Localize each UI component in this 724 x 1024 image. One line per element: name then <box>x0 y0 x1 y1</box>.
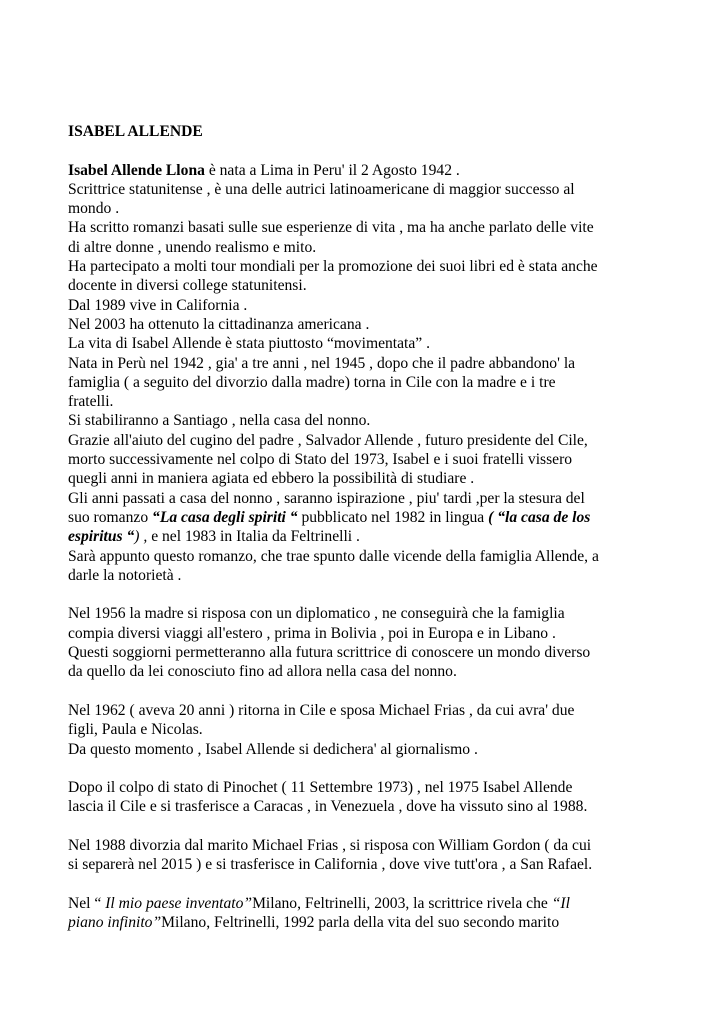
paragraph-biography <box>68 161 668 586</box>
document-body <box>68 122 668 952</box>
author-full-name: Isabel Allende Llona <box>68 161 205 179</box>
text-line: Nel 2003 ha ottenuto la cittadinanza americana . <box>68 315 370 333</box>
text-line: Sarà appunto questo romanzo, che trae spunto dalle vicende della famiglia Allende, a <box>68 547 599 565</box>
text-line: lascia il Cile e si trasferisce a Caracas , in Venezuela , dove ha vissuto sino al 1988. <box>68 798 588 816</box>
text-line: espiritus “) , e nel 1983 in Italia da Feltrinelli . <box>68 528 360 546</box>
paragraph-exile <box>68 778 668 817</box>
text-line: Nel “ Il mio paese inventato”Milano, Feltrinelli, 2003, la scrittrice rivela che “Il <box>68 894 570 912</box>
text-line: Si stabiliranno a Santiago , nella casa del nonno. <box>68 412 371 430</box>
book-title-mio-paese: Il mio paese inventato” <box>105 894 253 912</box>
text-line: si separerà nel 2015 ) e si trasferisce in California , dove vive tutt'ora , a San Rafael. <box>68 856 593 874</box>
text-line: quegli anni in maniera agiata ed ebbero la possibilità di studiare . <box>68 470 475 488</box>
text-line: Gli anni passati a casa del nonno , saranno ispirazione , piu' tardi ,per la stesura del <box>68 489 585 507</box>
text-line: piano infinito”Milano, Feltrinelli, 1992 parla della vita del suo secondo marito <box>68 914 560 932</box>
book-title-piano-infinito-end: piano infinito” <box>68 914 162 932</box>
text-line: Grazie all'aiuto del cugino del padre , Salvador Allende , futuro presidente del Cile, <box>68 431 588 449</box>
text-line: docente in diversi college statunitensi. <box>68 277 307 295</box>
text-line: Da questo momento , Isabel Allende si dedichera' al giornalismo . <box>68 740 478 758</box>
book-title-italian: “La casa degli spiriti “ <box>152 508 298 526</box>
text-line: Nata in Perù nel 1942 , gia' a tre anni , nel 1945 , dopo che il padre abbandono' la <box>68 354 576 372</box>
text-line: fratelli. <box>68 393 114 411</box>
text-line: La vita di Isabel Allende è stata piuttosto “movimentata” . <box>68 335 431 353</box>
text-line: Scrittrice statunitense , è una delle autrici latinoamericane di maggior successo al <box>68 180 575 198</box>
text-line: Ha scritto romanzi basati sulle sue esperienze di vita , ma ha anche parlato delle vite <box>68 219 594 237</box>
text-line: Dal 1989 vive in California . <box>68 296 248 314</box>
document-title: ISABEL ALLENDE <box>68 123 203 140</box>
text-line: suo romanzo “La casa degli spiriti “ pubblicato nel 1982 in lingua ( “la casa de los <box>68 508 591 526</box>
text-line: compia diversi viaggi all'estero , prima in Bolivia , poi in Europa e in Libano . <box>68 624 556 642</box>
text-line: figli, Paula e Nicolas. <box>68 721 203 739</box>
text-line: da quello da lei conosciuto fino ad allora nella casa del nonno. <box>68 663 457 681</box>
paragraph-books <box>68 894 668 933</box>
paragraph-travels <box>68 604 668 681</box>
text-line: Dopo il colpo di stato di Pinochet ( 11 Settembre 1973) , nel 1975 Isabel Allende <box>68 779 573 797</box>
text-line: Ha partecipato a molti tour mondiali per la promozione dei suoi libri ed è stata anche <box>68 258 598 276</box>
book-title-spanish-end: espiritus “ <box>68 528 135 546</box>
paragraph-divorce <box>68 836 668 875</box>
text-line: famiglia ( a seguito del divorzio dalla madre) torna in Cile con la madre e i tre <box>68 373 556 391</box>
paragraph-marriage <box>68 701 668 759</box>
text-line: Nel 1962 ( aveva 20 anni ) ritorna in Cile e sposa Michael Frias , da cui avra' due <box>68 701 575 719</box>
text-line: morto successivamente nel colpo di Stato del 1973, Isabel e i suoi fratelli vissero <box>68 451 573 469</box>
text-line: Nel 1956 la madre si risposa con un diplomatico , ne conseguirà che la famiglia <box>68 605 565 623</box>
book-title-spanish: “la casa de los <box>497 508 591 526</box>
text-line: mondo . <box>68 200 120 218</box>
text-line: darle la notorietà . <box>68 566 182 584</box>
text-line: di altre donne , unendo realismo e mito. <box>68 238 317 256</box>
text-line: Questi soggiorni permetteranno alla futura scrittrice di conoscere un mondo diverso <box>68 644 591 662</box>
text-line: Isabel Allende Llona è nata a Lima in Peru' il 2 Agosto 1942 . <box>68 161 460 179</box>
text-line: Nel 1988 divorzia dal marito Michael Frias , si risposa con William Gordon ( da cui <box>68 836 592 854</box>
book-title-piano-infinito: “Il <box>551 894 570 912</box>
